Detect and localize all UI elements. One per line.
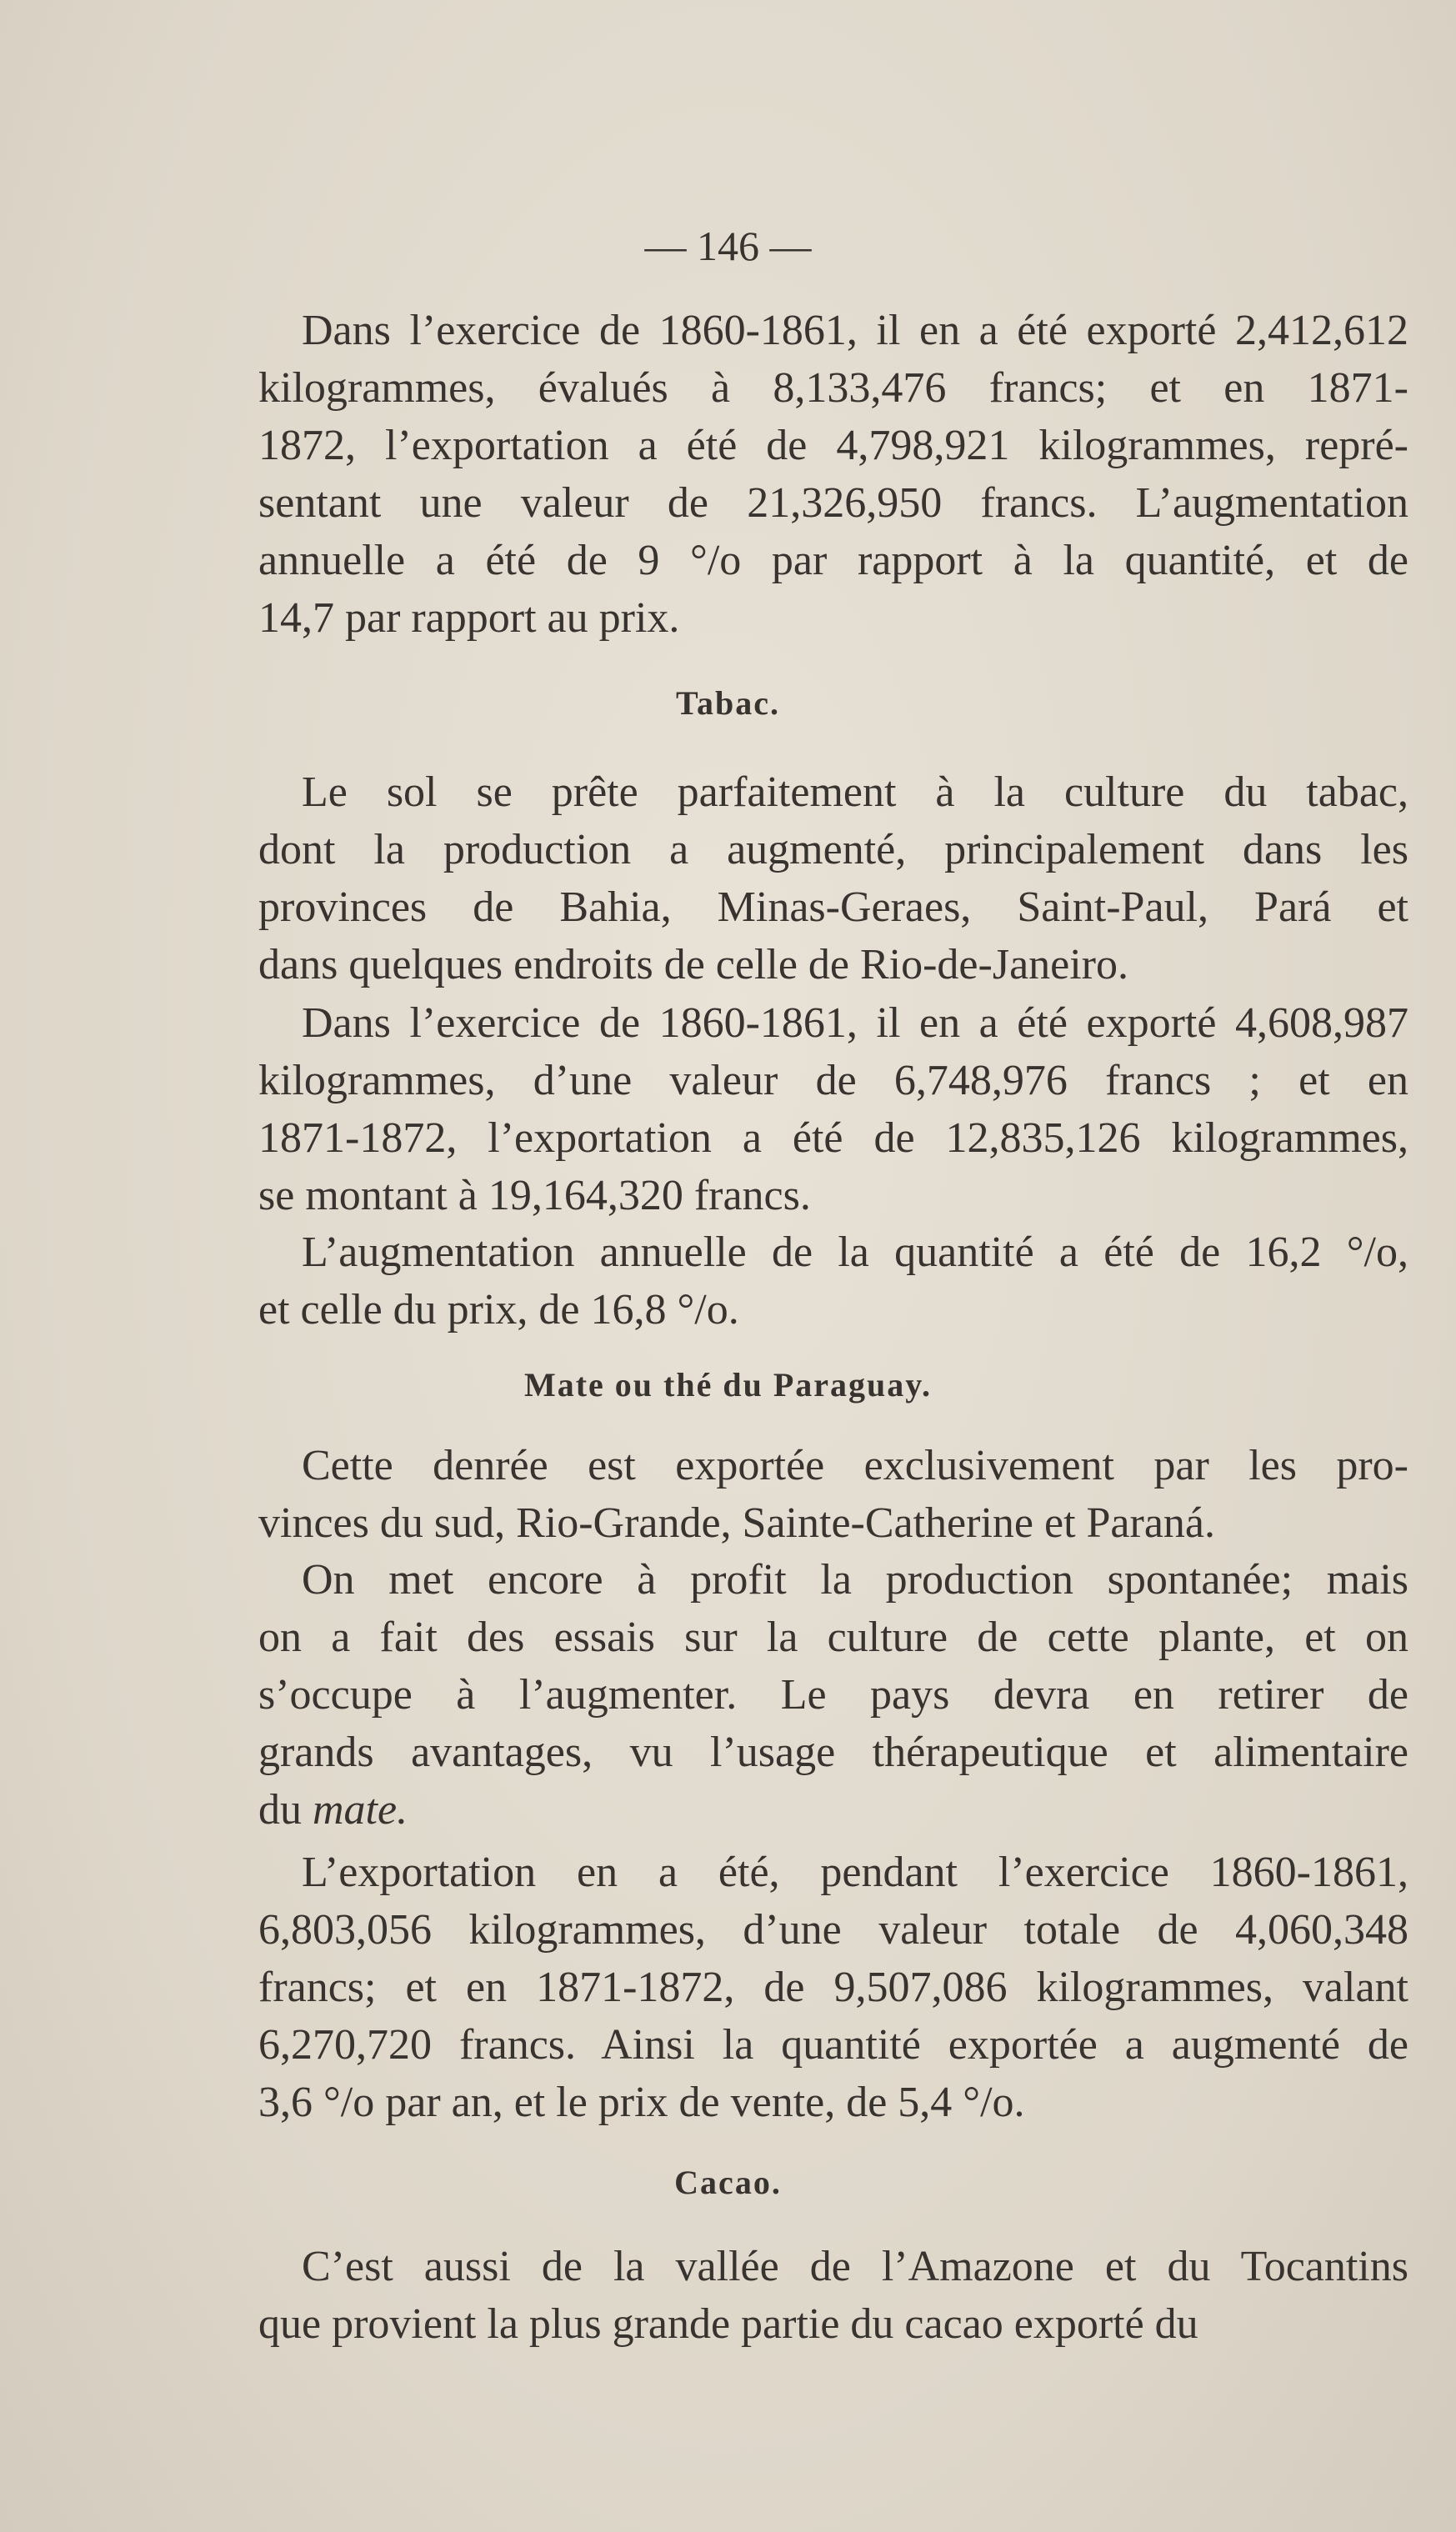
text-line [258, 878, 1408, 936]
paragraph [258, 1551, 1408, 1839]
text-line [258, 1724, 1408, 1781]
text-line [258, 417, 1408, 474]
text-line [258, 1281, 1408, 1339]
line-text: Dans l’exercice de 1860-1861, il en a été exporté 2,412,612 [302, 307, 1408, 354]
line-text: dans quelques endroits de celle de Rio-de-Janeiro. [258, 941, 1128, 988]
line-text: on a fait des essais sur la culture de cette plante, et on [258, 1614, 1408, 1661]
line-text: 6,803,056 kilogrammes, d’une valeur totale de 4,060,348 [258, 1906, 1408, 1954]
line-text: provinces de Bahia, Minas-Geraes, Saint-Paul, Pará et [258, 883, 1408, 931]
line-text: C’est aussi de la vallée de l’Amazone et du Tocantins [302, 2243, 1408, 2290]
line-text: dont la production a augmenté, principalement dans les [258, 826, 1408, 873]
text-line [258, 474, 1408, 532]
text-line [258, 2016, 1408, 2074]
line-text: se montant à 19,164,320 francs. [258, 1172, 811, 1219]
line-text: On met encore à profit la production spontanée; mais [302, 1556, 1408, 1604]
text-line [258, 821, 1408, 878]
section-heading: Cacao. [674, 2164, 782, 2201]
line-text: kilogrammes, d’une valeur de 6,748,976 francs ; et en [258, 1057, 1408, 1104]
text-line [258, 1494, 1408, 1552]
text-line [258, 1223, 1408, 1281]
line-text: du [258, 1786, 302, 1834]
paragraph [258, 1223, 1408, 1339]
text-line [258, 2295, 1408, 2353]
paragraph [258, 302, 1408, 647]
line-text: Le sol se prête parfaitement à la culture du tabac, [302, 768, 1408, 816]
line-text: que provient la plus grande partie du cacao exporté du [258, 2300, 1198, 2348]
line-text: s’occupe à l’augmenter. Le pays devra en retirer de [258, 1671, 1408, 1719]
text-line [258, 1609, 1408, 1666]
text-line [258, 1167, 1408, 1224]
text-line [258, 1781, 1408, 1839]
page-number: — 146 — [644, 223, 812, 269]
text-line [258, 994, 1408, 1052]
text-line [258, 1437, 1408, 1494]
line-text: et celle du prix, de 16,8 °/o. [258, 1286, 739, 1334]
text-line [258, 532, 1408, 589]
paragraph [258, 1844, 1408, 2131]
italic-word: mate. [313, 1786, 408, 1834]
section-heading: Tabac. [675, 684, 780, 722]
line-text: 14,7 par rapport au prix. [258, 594, 680, 642]
paragraph [258, 2238, 1408, 2353]
text-line [258, 2238, 1408, 2295]
text-line [258, 1052, 1408, 1109]
line-text: Dans l’exercice de 1860-1861, il en a été exporté 4,608,987 [302, 999, 1408, 1047]
text-line [258, 2074, 1408, 2131]
line-text: francs; et en 1871-1872, de 9,507,086 kilogrammes, valant [258, 1964, 1408, 2011]
line-text: L’augmentation annuelle de la quantité a été de 16,2 °/o, [302, 1228, 1408, 1276]
text-line [258, 1844, 1408, 1901]
text-line [258, 1959, 1408, 2016]
text-line [258, 359, 1408, 417]
line-text: 1871-1872, l’exportation a été de 12,835,126 kilogrammes, [258, 1114, 1408, 1162]
text-line [258, 1551, 1408, 1609]
text-line [258, 589, 1408, 647]
line-text: 1872, l’exportation a été de 4,798,921 kilogrammes, repré- [258, 422, 1408, 469]
paragraph [258, 1437, 1408, 1552]
text-line [258, 302, 1408, 359]
line-text: 3,6 °/o par an, et le prix de vente, de 5,4 °/o. [258, 2079, 1025, 2126]
text-line [258, 1901, 1408, 1959]
line-text: kilogrammes, évalués à 8,133,476 francs; et en 1871- [258, 364, 1408, 412]
paragraph [258, 994, 1408, 1224]
text-line [258, 936, 1408, 993]
line-text: 6,270,720 francs. Ainsi la quantité exportée a augmenté de [258, 2021, 1408, 2069]
text-line [258, 763, 1408, 821]
line-text: grands avantages, vu l’usage thérapeutique et alimentaire [258, 1729, 1408, 1776]
text-line [258, 1666, 1408, 1724]
line-text: L’exportation en a été, pendant l’exercice 1860-1861, [302, 1849, 1408, 1896]
line-text: vinces du sud, Rio-Grande, Sainte-Catherine et Paraná. [258, 1499, 1215, 1547]
text-line [258, 1109, 1408, 1167]
line-text: sentant une valeur de 21,326,950 francs. L’augmentation [258, 479, 1408, 527]
line-text: annuelle a été de 9 °/o par rapport à la quantité, et de [258, 537, 1408, 584]
paragraph [258, 763, 1408, 993]
section-heading: Mate ou thé du Paraguay. [523, 1366, 933, 1404]
line-text: Cette denrée est exportée exclusivement par les pro- [302, 1442, 1408, 1489]
